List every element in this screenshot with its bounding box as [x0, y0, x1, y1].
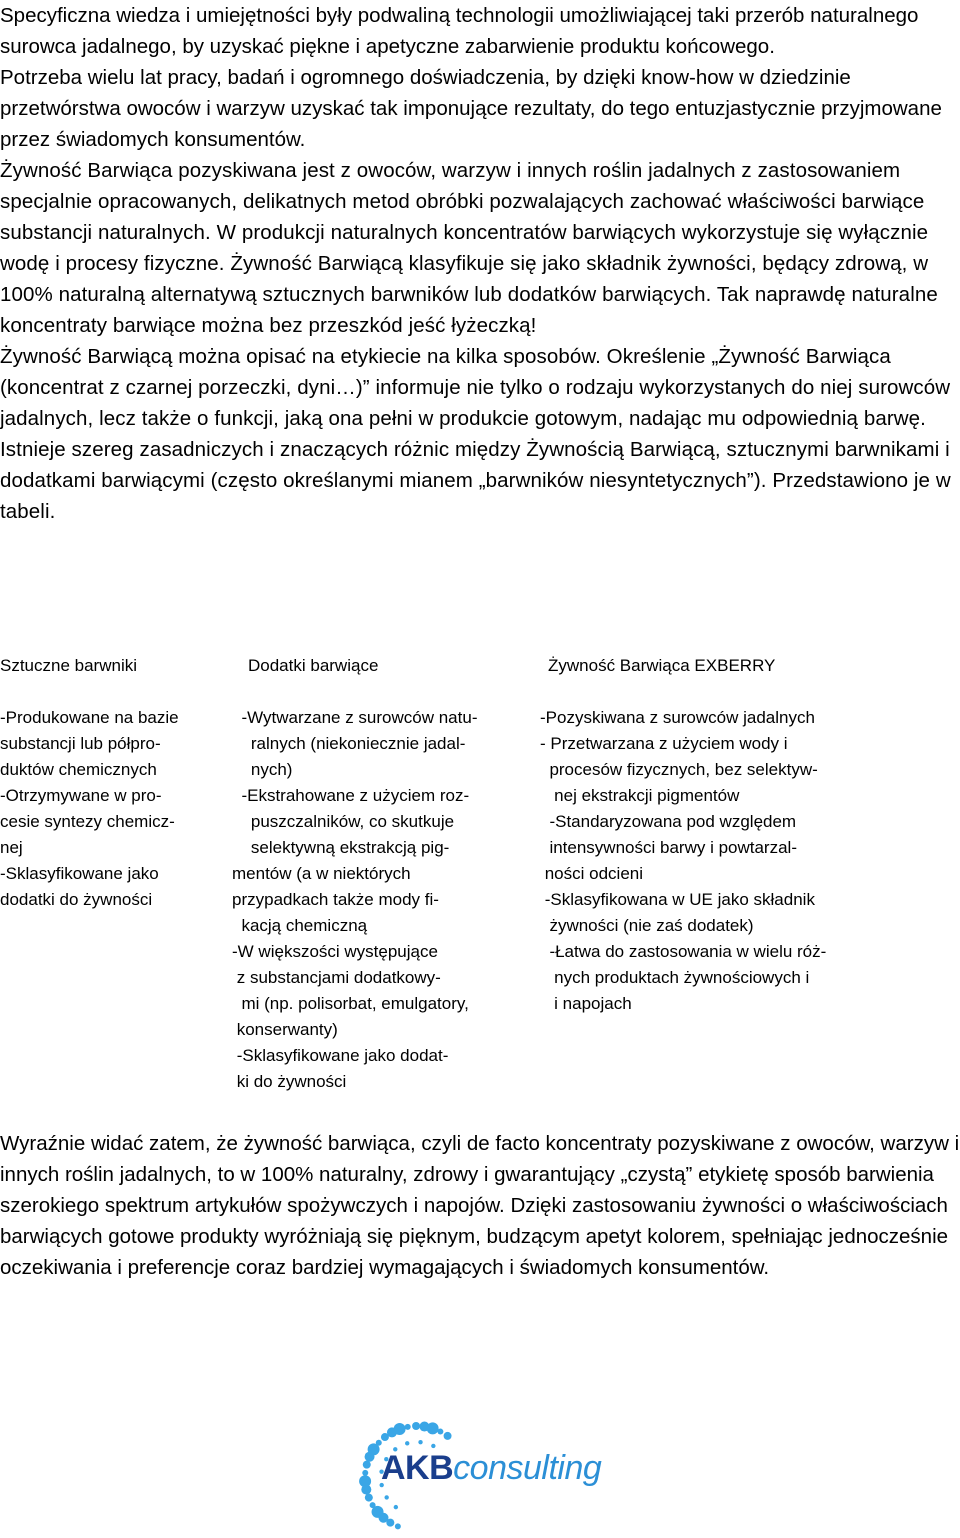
table-cell-line: substancji lub półpro- [0, 734, 161, 753]
table-cell-line: nej ekstrakcji pigmentów [540, 786, 740, 805]
table-cell-line: żywności (nie zaś dodatek) [540, 916, 754, 935]
intro-paragraph-4: Żywność Barwiącą można opisać na etykiecie na kilka sposobów. Określenie „Żywność Barwiąca (koncentrat z czarnej porzeczki, dyni…)” informuje nie tylko o rodzaju wykorzystanych do niej surowców jadalnych, lecz także o funkcji, jaką ona pełni w produkcie gotowym, nadając mu odpowiednią barwę. [0, 345, 951, 430]
intro-text [0, 0, 958, 527]
logo-dot [405, 1424, 411, 1430]
table-cell-line: - Przetwarzana z użyciem wody i [540, 734, 788, 753]
table-cell-line: -Ekstrahowane z użyciem roz- [232, 786, 470, 805]
table-cell-line: nych produktach żywnościowych i [540, 968, 810, 987]
table-cell-line: nych) [232, 760, 293, 779]
table-header-coloring-foods: Żywność Barwiąca EXBERRY [548, 656, 776, 675]
table-cell-line: ki do żywności [232, 1072, 347, 1091]
table-cell-line: mentów (a w niektórych [232, 864, 411, 883]
table-column-coloring-foods [540, 705, 900, 1017]
logo-bold-text: AKB [381, 1449, 454, 1487]
table-cell-line: -Produkowane na bazie [0, 708, 179, 727]
logo-light-text: consulting [453, 1449, 602, 1487]
table-cell-line: konserwanty) [232, 1020, 338, 1039]
table-cell-line: i napojach [540, 994, 632, 1013]
logo-dot [405, 1441, 409, 1445]
logo-dot [427, 1422, 439, 1434]
table-cell-line: -Otrzymywane w pro- [0, 786, 162, 805]
table-header-artificial-colors: Sztuczne barwniki [0, 656, 138, 675]
intro-paragraph-5: Istnieje szereg zasadniczych i znaczących różnic między Żywnością Barwiącą, sztucznymi barwnikami i dodatkami barwiącymi (często określanymi mianem „barwników niesyntetycznych”). Przedstawiono je w tabeli. [0, 438, 951, 523]
table-cell-line: duktów chemicznych [0, 760, 157, 779]
logo-dot [437, 1429, 443, 1435]
table-cell-line: -Wytwarzane z surowców natu- [232, 708, 478, 727]
table-cell-line: z substancjami dodatkowy- [232, 968, 441, 987]
intro-paragraph-1: Specyficzna wiedza i umiejętności były podwaliną technologii umożliwiającej taki przerób naturalnego surowca jadalnego, by uzyskać piękne i apetyczne zabarwienie produktu końcowego. [0, 4, 919, 58]
table-header-coloring-additives: Dodatki barwiące [248, 656, 379, 675]
logo-dot [431, 1444, 435, 1448]
logo-dot [394, 1505, 398, 1509]
table-cell-line: -W większości występujące [232, 942, 438, 961]
logo-dot [444, 1432, 452, 1440]
logo-dot [376, 1440, 382, 1446]
table-column-artificial-colors [0, 705, 225, 913]
table-cell-line: dodatki do żywności [0, 890, 153, 909]
table-cell-line: ności odcieni [540, 864, 644, 883]
table-cell-line: intensywności barwy i powtarzal- [540, 838, 797, 857]
table-cell-line: nej [0, 838, 23, 857]
logo-dot [370, 1502, 376, 1508]
table-cell-line: selektywną ekstrakcją pig- [232, 838, 450, 857]
logo-dot [412, 1422, 420, 1430]
logo-dot [359, 1475, 371, 1487]
intro-paragraph-2: Potrzeba wielu lat pracy, badań i ogromnego doświadczenia, by dzięki know-how w dziedzinie przetwórstwa owoców i warzyw uzyskać tak imponujące rezultaty, do tego entuzjastycznie przyjmowane przez świadomych konsumentów. [0, 66, 942, 151]
logo-dot [418, 1440, 422, 1444]
intro-paragraph-3: Żywność Barwiąca pozyskiwana jest z owoców, warzyw i innych roślin jadalnych z zastosowaniem specjalnie opracowanych, delikatnych metod obróbki pozwalających zachować właściwości barwiące substancji naturalnych. W produkcji naturalnych koncentratów barwiących wykorzystuje się wyłącznie wodę i procesy fizyczne. Żywność Barwiącą klasyfikuje się jako składnik żywności, będący zdrową, w 100% naturalną alternatywą sztucznych barwników lub dodatków barwiących. Tak naprawdę naturalne koncentraty barwiące można bez przeszkód jeść łyżeczką! [0, 159, 938, 337]
logo-dot [362, 1470, 368, 1476]
logo-dot [394, 1423, 406, 1435]
logo-dot [384, 1495, 388, 1499]
table-cell-line: -Sklasyfikowana w UE jako składnik [540, 890, 815, 909]
table-cell-line: procesów fizycznych, bez selektyw- [540, 760, 818, 779]
table-cell-line: -Łatwa do zastosowania w wielu róż- [540, 942, 827, 961]
table-cell-line: przypadkach także mody fi- [232, 890, 439, 909]
table-cell-line: -Sklasyfikowane jako [0, 864, 159, 883]
table-cell-line: -Standaryzowana pod względem [540, 812, 797, 831]
logo-dot [363, 1461, 371, 1469]
table-cell-line: mi (np. polisorbat, emulgatory, [232, 994, 469, 1013]
table-cell-line: -Sklasyfikowane jako dodat- [232, 1046, 449, 1065]
akb-logo [381, 1449, 601, 1488]
closing-paragraph: Wyraźnie widać zatem, że żywność barwiąca, czyli de facto koncentraty pozyskiwane z owoców, warzyw i innych roślin jadalnych, to w 100% naturalny, zdrowy i gwarantujący „czystą” etykietę sposób barwienia szerokiego spektrum artykułów spożywczych i napojów. Dzięki zastosowaniu żywności o właściwościach barwiących gotowe produkty wyróżniają się pięknym, budzącym apetyt kolorem, spełniając jednocześnie oczekiwania i preferencje coraz bardziej wymagających i świadomych konsumentów. [0, 1132, 960, 1279]
table-cell-line: -Pozyskiwana z surowców jadalnych [540, 708, 815, 727]
logo-dot [395, 1523, 401, 1529]
table-column-coloring-additives [232, 705, 532, 1095]
closing-text [0, 1128, 960, 1283]
table-cell-line: puszczalników, co skutkuje [232, 812, 455, 831]
table-cell-line: ralnych (niekoniecznie jadal- [232, 734, 466, 753]
table-cell-line: cesie syntezy chemicz- [0, 812, 175, 831]
logo-dot [365, 1494, 373, 1502]
table-cell-line: kacją chemiczną [232, 916, 368, 935]
